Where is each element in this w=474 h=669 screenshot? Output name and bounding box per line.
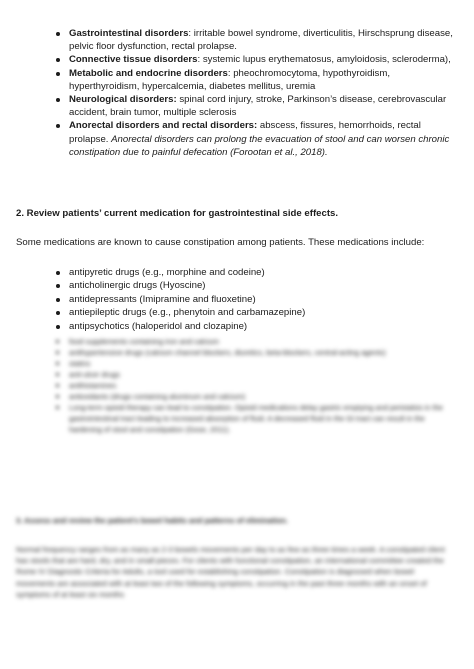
list-item: anticholinergic drugs (Hyoscine) [55, 279, 455, 292]
item-term: Anorectal disorders and rectal disorders: [69, 120, 258, 132]
item-separator: : [227, 67, 234, 79]
item-term: Neurological disorders: [69, 94, 177, 106]
list-item: anti-ulcer drugs [55, 369, 455, 380]
disorders-list [55, 27, 455, 159]
list-item: Long-term opioid therapy can lead to constipation. Opioid medications delay gastric emptying and peristalsis in the gastrointestinal tract leading to increased absorption of fluid. A decreased fluid in the GI tract can result in the hardening of stool and constipation (Gose, 2011). [55, 402, 455, 435]
list-item: statins [55, 358, 455, 369]
list-item: antihistamines [55, 380, 455, 391]
list-item: antioxidants (drugs containing aluminum and calcium) [55, 391, 455, 402]
list-item: antipsychotics (haloperidol and clozapine) [55, 320, 455, 333]
section-heading: 3. Assess and review the patient’s bowel habits and patterns of elimination. [16, 516, 289, 525]
item-separator: : [188, 28, 194, 39]
section-intro: Some medications are known to cause constipation among patients. These medications include: [16, 237, 425, 248]
item-description: systemic lupus erythematosus, amyloidosis, scleroderma), [202, 54, 451, 66]
item-description: irritable bowel syndrome, diverticulitis, Hirschsprung disease, pelvic floor dysfunction, rectal prolapse. [69, 28, 453, 53]
item-description: pheochromocytoma, hypothyroidism, hyperthyroidism, hypercalcemia, diabetes mellitus, uremia [69, 67, 390, 92]
item-description: abscess, fissures, hemorrhoids, rectal prolapse. [69, 120, 421, 145]
list-item: antihypertensive drugs (calcium channel blockers, diuretics, beta-blockers, central-acting agents) [55, 347, 455, 358]
item-term: Gastrointestinal disorders [69, 28, 189, 39]
list-item: food supplements containing iron and calcium [55, 336, 455, 347]
item-note: Anorectal disorders can prolong the evacuation of stool and can worsen chronic constipation due to painful defecation (Forootan et al., 2018). [69, 133, 450, 158]
list-item: antiepileptic drugs (e.g., phenytoin and carbamazepine) [55, 306, 455, 319]
list-item: antipyretic drugs (e.g., morphine and codeine) [55, 266, 455, 279]
list-item [55, 119, 455, 159]
list-item: antidepressants (Imipramine and fluoxetine) [55, 293, 455, 306]
list-item [55, 67, 455, 93]
section-paragraph: Normal frequency ranges from as many as 2-3 bowels movements per day to as few as three times a week. A constipated client has stools that are hard, dry, and in small pieces. For clients with functional constipation, an international committee created the Rome IV Diagnostic Criteria for Adults, a tool used for establishing constipation. Constipation is diagnosed when bowel movements are associated with at least two of the following symptoms, occurring in the past three months with an onset of symptoms of at least six months [16, 545, 445, 599]
item-term: Metabolic and endocrine disorders [69, 67, 228, 79]
list-item [55, 53, 455, 66]
item-separator: : [197, 54, 203, 66]
item-term: Connective tissue disorders [69, 54, 198, 66]
blurred-medications-list [55, 336, 455, 435]
list-item [55, 27, 455, 53]
medications-list [55, 266, 455, 333]
item-description: spinal cord injury, stroke, Parkinson’s disease, cerebrovascular accident, brain tumor, multiple sclerosis [69, 94, 447, 119]
list-item [55, 93, 455, 119]
section-heading: 2. Review patients’ current medication for gastrointestinal side effects. [16, 208, 339, 219]
